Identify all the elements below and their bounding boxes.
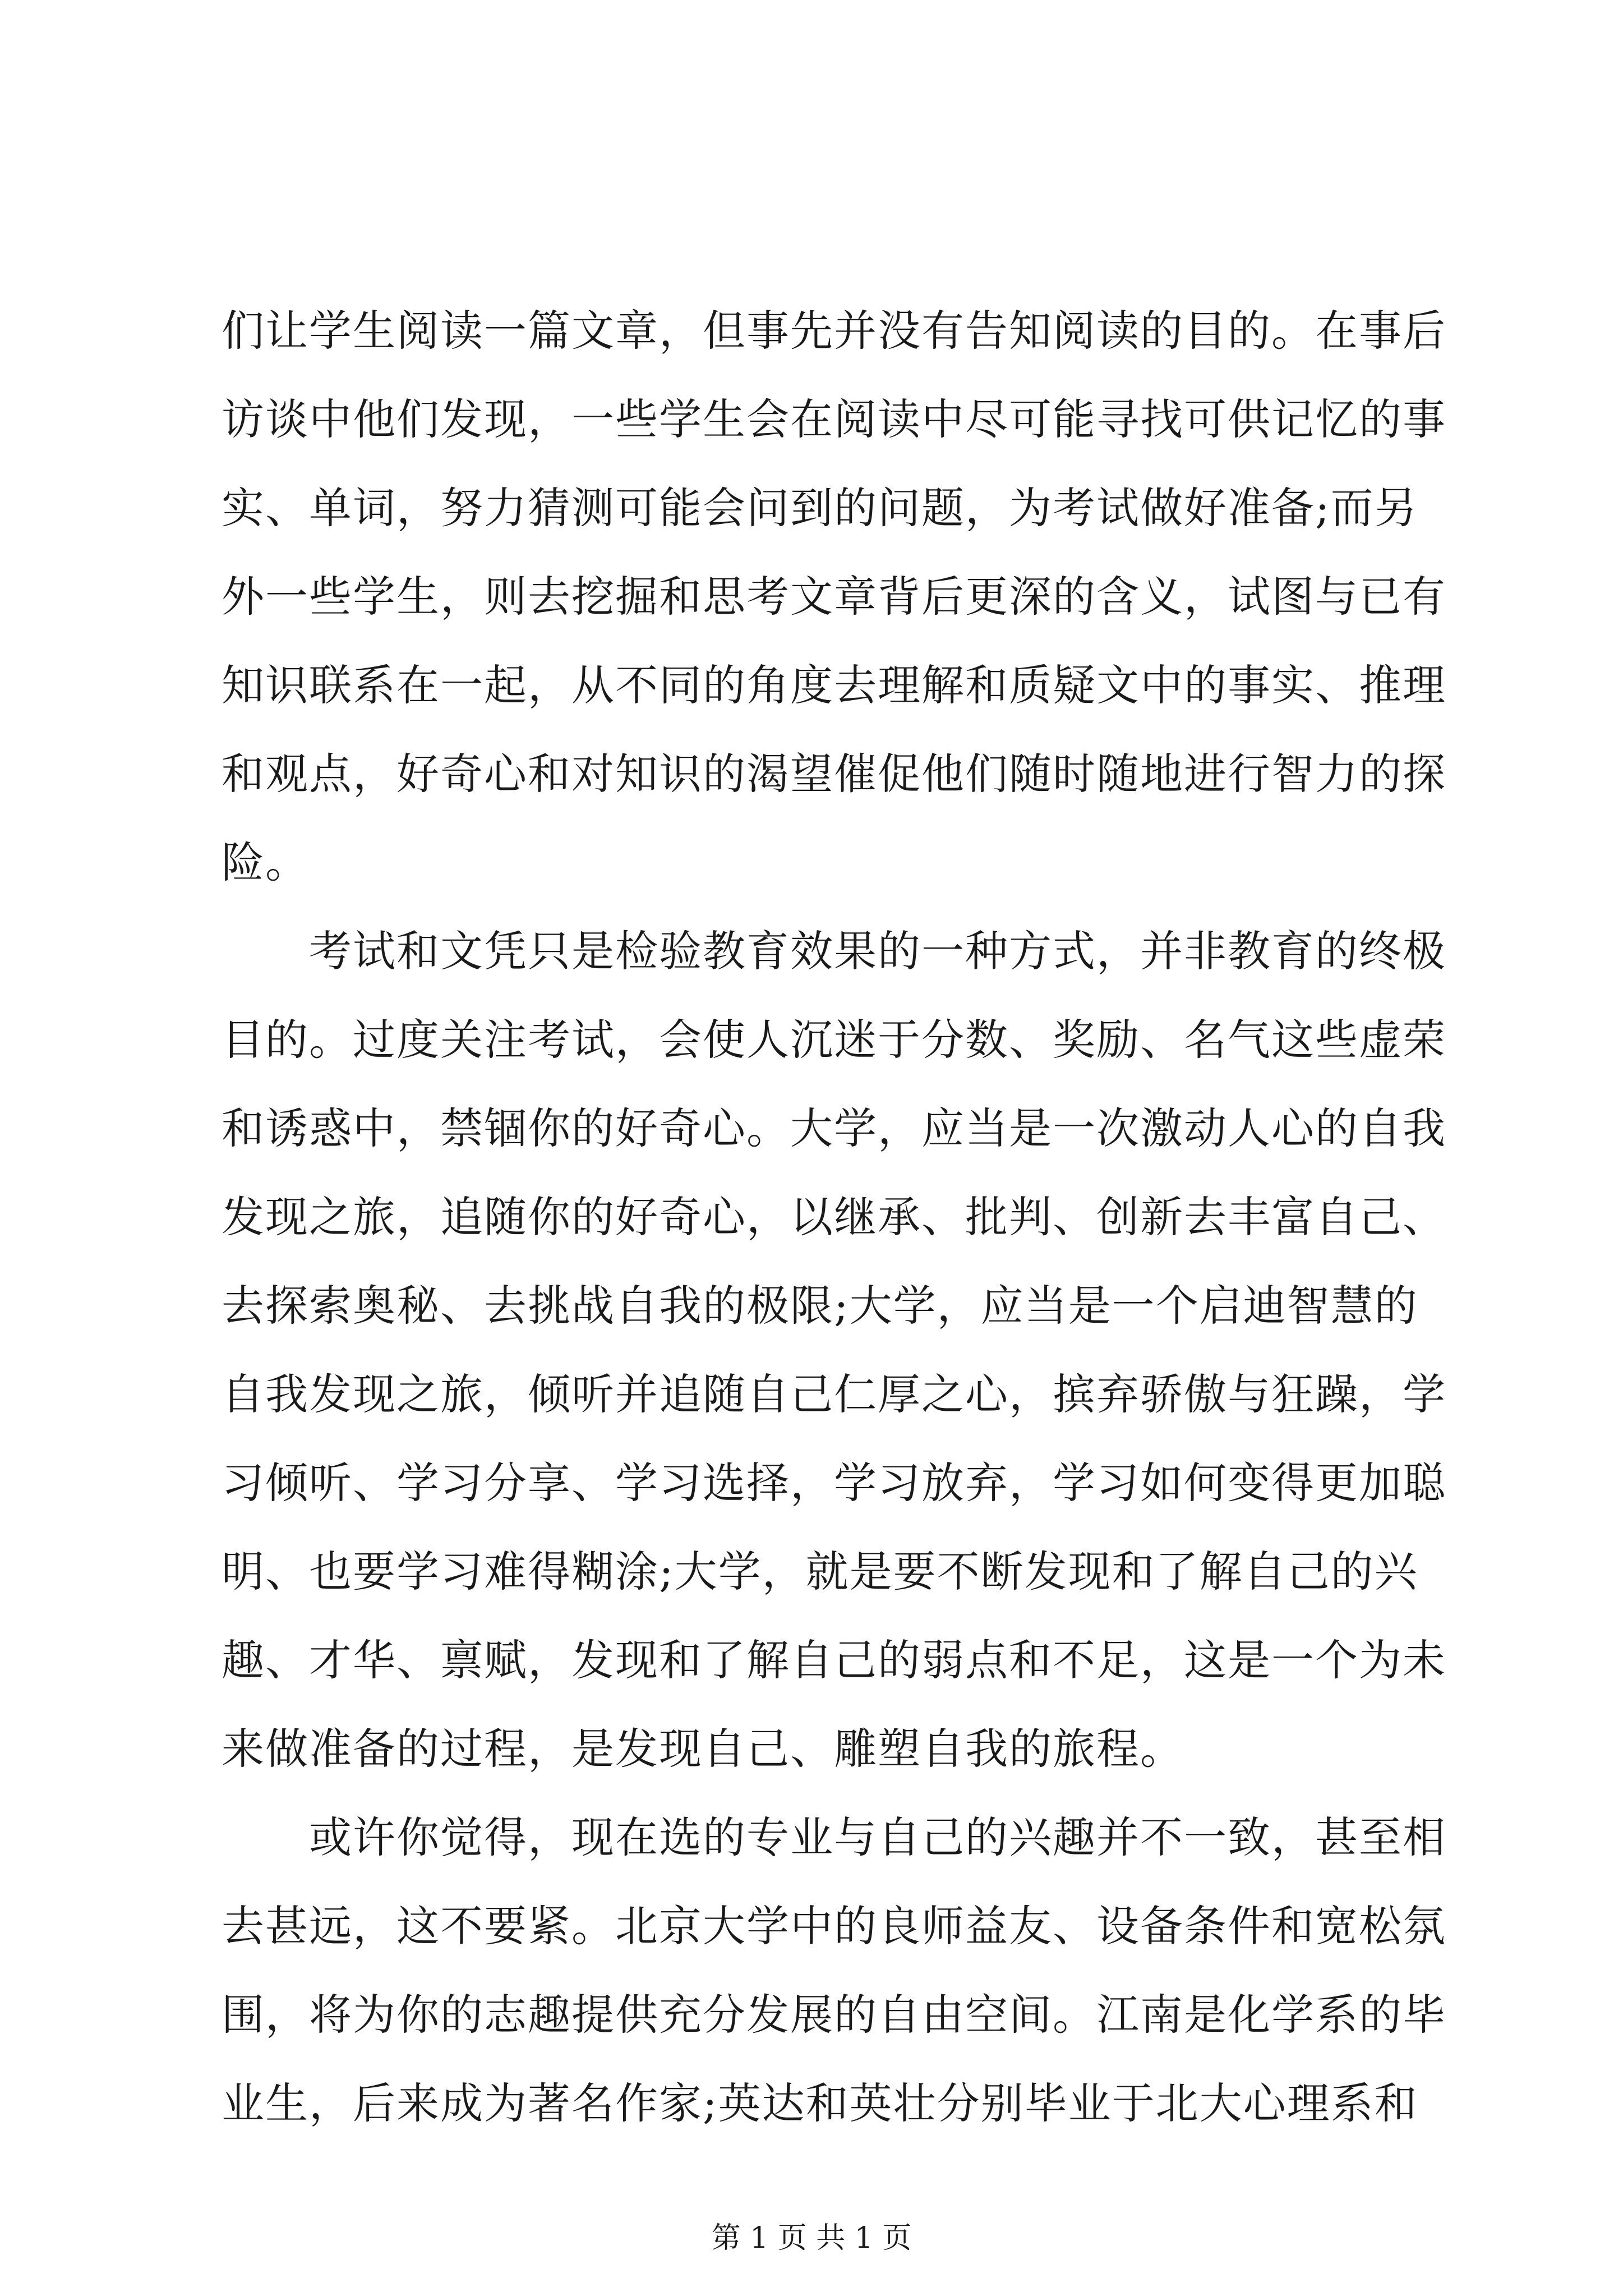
text-line: 趣、才华、禀赋，发现和了解自己的弱点和不足，这是一个为未 bbox=[222, 1635, 1446, 1685]
page-footer: 第 1 页 共 1 页 bbox=[711, 2221, 912, 2255]
text-line: 们让学生阅读一篇文章，但事先并没有告知阅读的目的。在事后 bbox=[222, 306, 1446, 356]
text-line: 业生，后来成为著名作家;英达和英壮分别毕业于北大心理系和 bbox=[222, 2078, 1418, 2128]
text-line: 和观点，好奇心和对知识的渴望催促他们随时随地进行智力的探 bbox=[222, 749, 1446, 799]
text-line: 目的。过度关注考试，会使人沉迷于分数、奖励、名气这些虚荣 bbox=[222, 1015, 1446, 1065]
text-line: 和诱惑中，禁锢你的好奇心。大学，应当是一次激动人心的自我 bbox=[222, 1103, 1446, 1153]
text-line: 围，将为你的志趣提供充分发展的自由空间。江南是化学系的毕 bbox=[222, 1990, 1446, 2040]
text-line: 外一些学生，则去挖掘和思考文章背后更深的含义，试图与已有 bbox=[222, 572, 1446, 622]
text-line: 知识联系在一起，从不同的角度去理解和质疑文中的事实、推理 bbox=[222, 660, 1446, 710]
text-line: 考试和文凭只是检验教育效果的一种方式，并非教育的终极 bbox=[222, 926, 1446, 976]
text-line: 去甚远，这不要紧。北京大学中的良师益友、设备条件和宽松氛 bbox=[222, 1901, 1446, 1951]
text-line: 明、也要学习难得糊涂;大学，就是要不断发现和了解自己的兴 bbox=[222, 1547, 1418, 1596]
text-line: 去探索奥秘、去挑战自我的极限;大学，应当是一个启迪智慧的 bbox=[222, 1281, 1418, 1331]
text-line: 或许你觉得，现在选的专业与自己的兴趣并不一致，甚至相 bbox=[222, 1812, 1446, 1862]
text-line: 险。 bbox=[222, 838, 309, 887]
text-line: 发现之旅，追随你的好奇心，以继承、批判、创新去丰富自己、 bbox=[222, 1192, 1446, 1242]
text-line: 习倾听、学习分享、学习选择，学习放弃，学习如何变得更加聪 bbox=[222, 1458, 1446, 1508]
text-line: 实、单词，努力猜测可能会问到的问题，为考试做好准备;而另 bbox=[222, 483, 1418, 533]
text-line: 来做准备的过程，是发现自己、雕塑自我的旅程。 bbox=[222, 1724, 1184, 1774]
text-line: 访谈中他们发现，一些学生会在阅读中尽可能寻找可供记忆的事 bbox=[222, 394, 1446, 444]
text-line: 自我发现之旅，倾听并追随自己仁厚之心，摈弃骄傲与狂躁，学 bbox=[222, 1369, 1446, 1419]
